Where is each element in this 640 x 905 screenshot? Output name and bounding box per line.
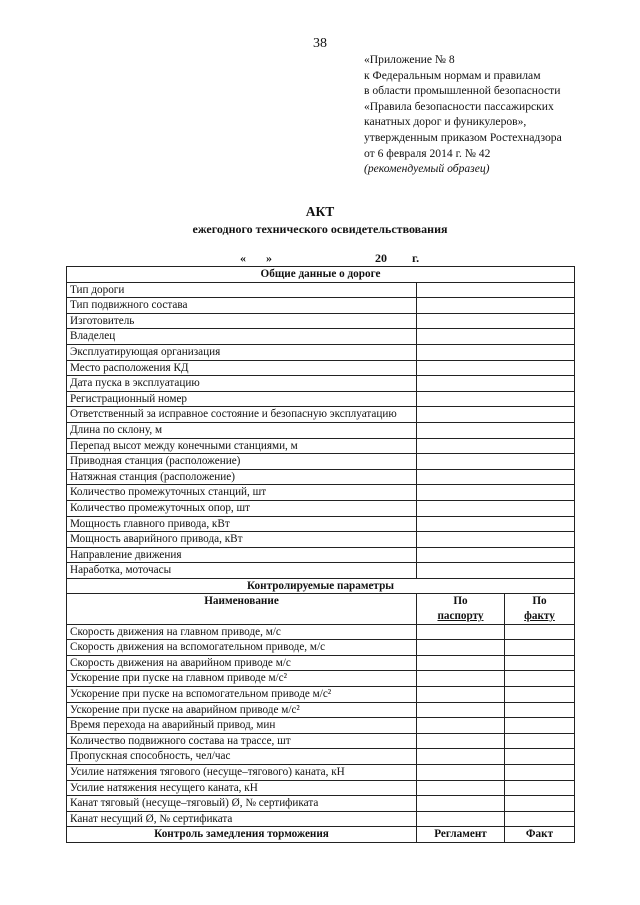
page-number: 38 bbox=[313, 36, 327, 51]
params-section-title: Контролируемые параметры bbox=[67, 578, 575, 594]
param-row bbox=[67, 640, 575, 656]
general-row bbox=[67, 298, 575, 314]
general-row bbox=[67, 500, 575, 516]
param-passport-cell[interactable] bbox=[417, 655, 505, 671]
general-row-label: Тип подвижного состава bbox=[67, 298, 417, 314]
general-row-value-cell[interactable] bbox=[417, 547, 575, 563]
section-header-row bbox=[67, 578, 575, 594]
param-fact-cell[interactable] bbox=[505, 718, 575, 734]
general-row bbox=[67, 329, 575, 345]
general-row-label: Перепад высот между конечными станциями, м bbox=[67, 438, 417, 454]
general-row-label: Длина по склону, м bbox=[67, 422, 417, 438]
general-row-value-cell[interactable] bbox=[417, 500, 575, 516]
general-row bbox=[67, 532, 575, 548]
param-passport-cell[interactable] bbox=[417, 749, 505, 765]
general-row bbox=[67, 516, 575, 532]
param-row bbox=[67, 749, 575, 765]
param-fact-cell[interactable] bbox=[505, 780, 575, 796]
general-row-value-cell[interactable] bbox=[417, 344, 575, 360]
year-suffix: г. bbox=[412, 251, 420, 265]
appendix-line: от 6 февраля 2014 г. № 42 bbox=[364, 146, 491, 160]
appendix-line: канатных дорог и фуникулеров», bbox=[364, 115, 527, 129]
year-prefix: 20 bbox=[375, 251, 387, 265]
general-row-value-cell[interactable] bbox=[417, 532, 575, 548]
general-row-label: Направление движения bbox=[67, 547, 417, 563]
param-row bbox=[67, 811, 575, 827]
param-fact-cell[interactable] bbox=[505, 811, 575, 827]
param-row bbox=[67, 671, 575, 687]
param-fact-cell[interactable] bbox=[505, 733, 575, 749]
general-row-value-cell[interactable] bbox=[417, 485, 575, 501]
param-fact-cell[interactable] bbox=[505, 624, 575, 640]
col-passport-header bbox=[417, 594, 505, 624]
general-row-value-cell[interactable] bbox=[417, 391, 575, 407]
param-row-label: Количество подвижного состава на трассе, шт bbox=[67, 733, 417, 749]
param-row bbox=[67, 780, 575, 796]
document-title: АКТ bbox=[305, 204, 335, 219]
general-data-body bbox=[67, 267, 575, 579]
general-row bbox=[67, 438, 575, 454]
braking-section-title: Контроль замедления торможения bbox=[67, 827, 417, 843]
param-passport-cell[interactable] bbox=[417, 640, 505, 656]
general-row bbox=[67, 563, 575, 579]
general-row-value-cell[interactable] bbox=[417, 298, 575, 314]
general-row-label: Количество промежуточных станций, шт bbox=[67, 485, 417, 501]
param-row-label: Скорость движения на главном приводе, м/с bbox=[67, 624, 417, 640]
param-fact-cell[interactable] bbox=[505, 655, 575, 671]
general-row-label: Натяжная станция (расположение) bbox=[67, 469, 417, 485]
general-row bbox=[67, 485, 575, 501]
general-row-label: Наработка, моточасы bbox=[67, 563, 417, 579]
general-row-label: Тип дороги bbox=[67, 282, 417, 298]
general-row-label: Количество промежуточных опор, шт bbox=[67, 500, 417, 516]
general-row bbox=[67, 360, 575, 376]
param-fact-cell[interactable] bbox=[505, 671, 575, 687]
general-row-label: Приводная станция (расположение) bbox=[67, 454, 417, 470]
general-row-value-cell[interactable] bbox=[417, 407, 575, 423]
appendix-note: (рекомендуемый образец) bbox=[364, 162, 490, 176]
param-fact-cell[interactable] bbox=[505, 640, 575, 656]
param-row-label: Пропускная способность, чел/час bbox=[67, 749, 417, 765]
general-row-value-cell[interactable] bbox=[417, 469, 575, 485]
act-table bbox=[66, 266, 575, 843]
general-row-label: Мощность главного привода, кВт bbox=[67, 516, 417, 532]
general-row-label: Эксплуатирующая организация bbox=[67, 344, 417, 360]
month-blank bbox=[275, 251, 375, 267]
date-open-quote: « bbox=[240, 251, 246, 265]
param-row bbox=[67, 624, 575, 640]
param-passport-cell[interactable] bbox=[417, 671, 505, 687]
braking-body bbox=[67, 827, 575, 843]
general-row-value-cell[interactable] bbox=[417, 376, 575, 392]
day-blank bbox=[249, 251, 263, 267]
param-fact-cell[interactable] bbox=[505, 749, 575, 765]
param-passport-cell[interactable] bbox=[417, 733, 505, 749]
appendix-line: «Правила безопасности пассажирских bbox=[364, 99, 554, 113]
appendix-line: в области промышленной безопасности bbox=[364, 84, 561, 98]
document-subtitle: ежегодного технического освидетельствования bbox=[192, 222, 448, 236]
general-row-value-cell[interactable] bbox=[417, 516, 575, 532]
general-row-value-cell[interactable] bbox=[417, 422, 575, 438]
appendix-header bbox=[364, 52, 634, 177]
param-row-label: Скорость движения на вспомогательном приводе, м/с bbox=[67, 640, 417, 656]
general-row-label: Владелец bbox=[67, 329, 417, 345]
col-fact-line2: факту bbox=[524, 610, 555, 623]
general-row bbox=[67, 547, 575, 563]
param-row-label: Ускорение при пуске на вспомогательном приводе м/с² bbox=[67, 687, 417, 703]
appendix-line: «Приложение № 8 bbox=[364, 53, 455, 66]
param-row-label: Усилие натяжения несущего каната, кН bbox=[67, 780, 417, 796]
param-passport-cell[interactable] bbox=[417, 796, 505, 812]
date-line bbox=[240, 251, 419, 267]
general-row bbox=[67, 344, 575, 360]
general-row-label: Ответственный за исправное состояние и безопасную эксплуатацию bbox=[67, 407, 417, 423]
general-row bbox=[67, 422, 575, 438]
params-column-header-row bbox=[67, 594, 575, 624]
col-fact-header bbox=[505, 594, 575, 624]
appendix-line: утвержденным приказом Ростехнадзора bbox=[364, 130, 562, 144]
general-row bbox=[67, 313, 575, 329]
date-close-quote: » bbox=[266, 251, 272, 265]
param-passport-cell[interactable] bbox=[417, 765, 505, 781]
braking-header-row bbox=[67, 827, 575, 843]
general-row bbox=[67, 407, 575, 423]
general-row-label: Дата пуска в эксплуатацию bbox=[67, 376, 417, 392]
param-row bbox=[67, 796, 575, 812]
general-row-label: Место расположения КД bbox=[67, 360, 417, 376]
params-body bbox=[67, 578, 575, 827]
param-row-label: Канат тяговый (несуще–тяговый) Ø, № сертификата bbox=[67, 796, 417, 812]
param-passport-cell[interactable] bbox=[417, 780, 505, 796]
param-row bbox=[67, 718, 575, 734]
general-row bbox=[67, 391, 575, 407]
general-row-value-cell[interactable] bbox=[417, 454, 575, 470]
param-fact-cell[interactable] bbox=[505, 702, 575, 718]
param-row-label: Время перехода на аварийный привод, мин bbox=[67, 718, 417, 734]
col-passport-line1: По bbox=[453, 595, 468, 608]
param-row-label: Скорость движения на аварийном приводе м/с bbox=[67, 655, 417, 671]
param-row-label: Ускорение при пуске на главном приводе м/с² bbox=[67, 671, 417, 687]
general-row-value-cell[interactable] bbox=[417, 313, 575, 329]
param-row bbox=[67, 733, 575, 749]
general-row-label: Регистрационный номер bbox=[67, 391, 417, 407]
general-row bbox=[67, 376, 575, 392]
general-row-value-cell[interactable] bbox=[417, 360, 575, 376]
param-passport-cell[interactable] bbox=[417, 687, 505, 703]
appendix-line: к Федеральным нормам и правилам bbox=[364, 68, 541, 82]
general-row-value-cell[interactable] bbox=[417, 438, 575, 454]
col-fact-line1: По bbox=[532, 595, 547, 608]
col-passport-line2: паспорту bbox=[437, 610, 484, 623]
col-name-header: Наименование bbox=[67, 594, 417, 624]
col-braking-fact-header: Факт bbox=[505, 827, 575, 843]
general-row-label: Мощность аварийного привода, кВт bbox=[67, 532, 417, 548]
general-row bbox=[67, 282, 575, 298]
section-header-row bbox=[67, 267, 575, 283]
param-passport-cell[interactable] bbox=[417, 702, 505, 718]
col-regulation-header: Регламент bbox=[417, 827, 505, 843]
param-fact-cell[interactable] bbox=[505, 687, 575, 703]
param-row-label: Канат несущий Ø, № сертификата bbox=[67, 811, 417, 827]
general-section-title: Общие данные о дороге bbox=[67, 267, 575, 283]
general-row-value-cell[interactable] bbox=[417, 282, 575, 298]
general-row bbox=[67, 454, 575, 470]
param-fact-cell[interactable] bbox=[505, 796, 575, 812]
param-fact-cell[interactable] bbox=[505, 765, 575, 781]
param-row bbox=[67, 702, 575, 718]
general-row bbox=[67, 469, 575, 485]
param-row bbox=[67, 687, 575, 703]
param-row-label: Усилие натяжения тягового (несуще–тягового) каната, кН bbox=[67, 765, 417, 781]
general-row-label: Изготовитель bbox=[67, 313, 417, 329]
general-row-value-cell[interactable] bbox=[417, 329, 575, 345]
param-row bbox=[67, 655, 575, 671]
param-row-label: Ускорение при пуске на аварийном приводе м/с² bbox=[67, 702, 417, 718]
param-row bbox=[67, 765, 575, 781]
param-passport-cell[interactable] bbox=[417, 718, 505, 734]
param-passport-cell[interactable] bbox=[417, 624, 505, 640]
general-row-value-cell[interactable] bbox=[417, 563, 575, 579]
year-blank bbox=[387, 251, 409, 267]
param-passport-cell[interactable] bbox=[417, 811, 505, 827]
